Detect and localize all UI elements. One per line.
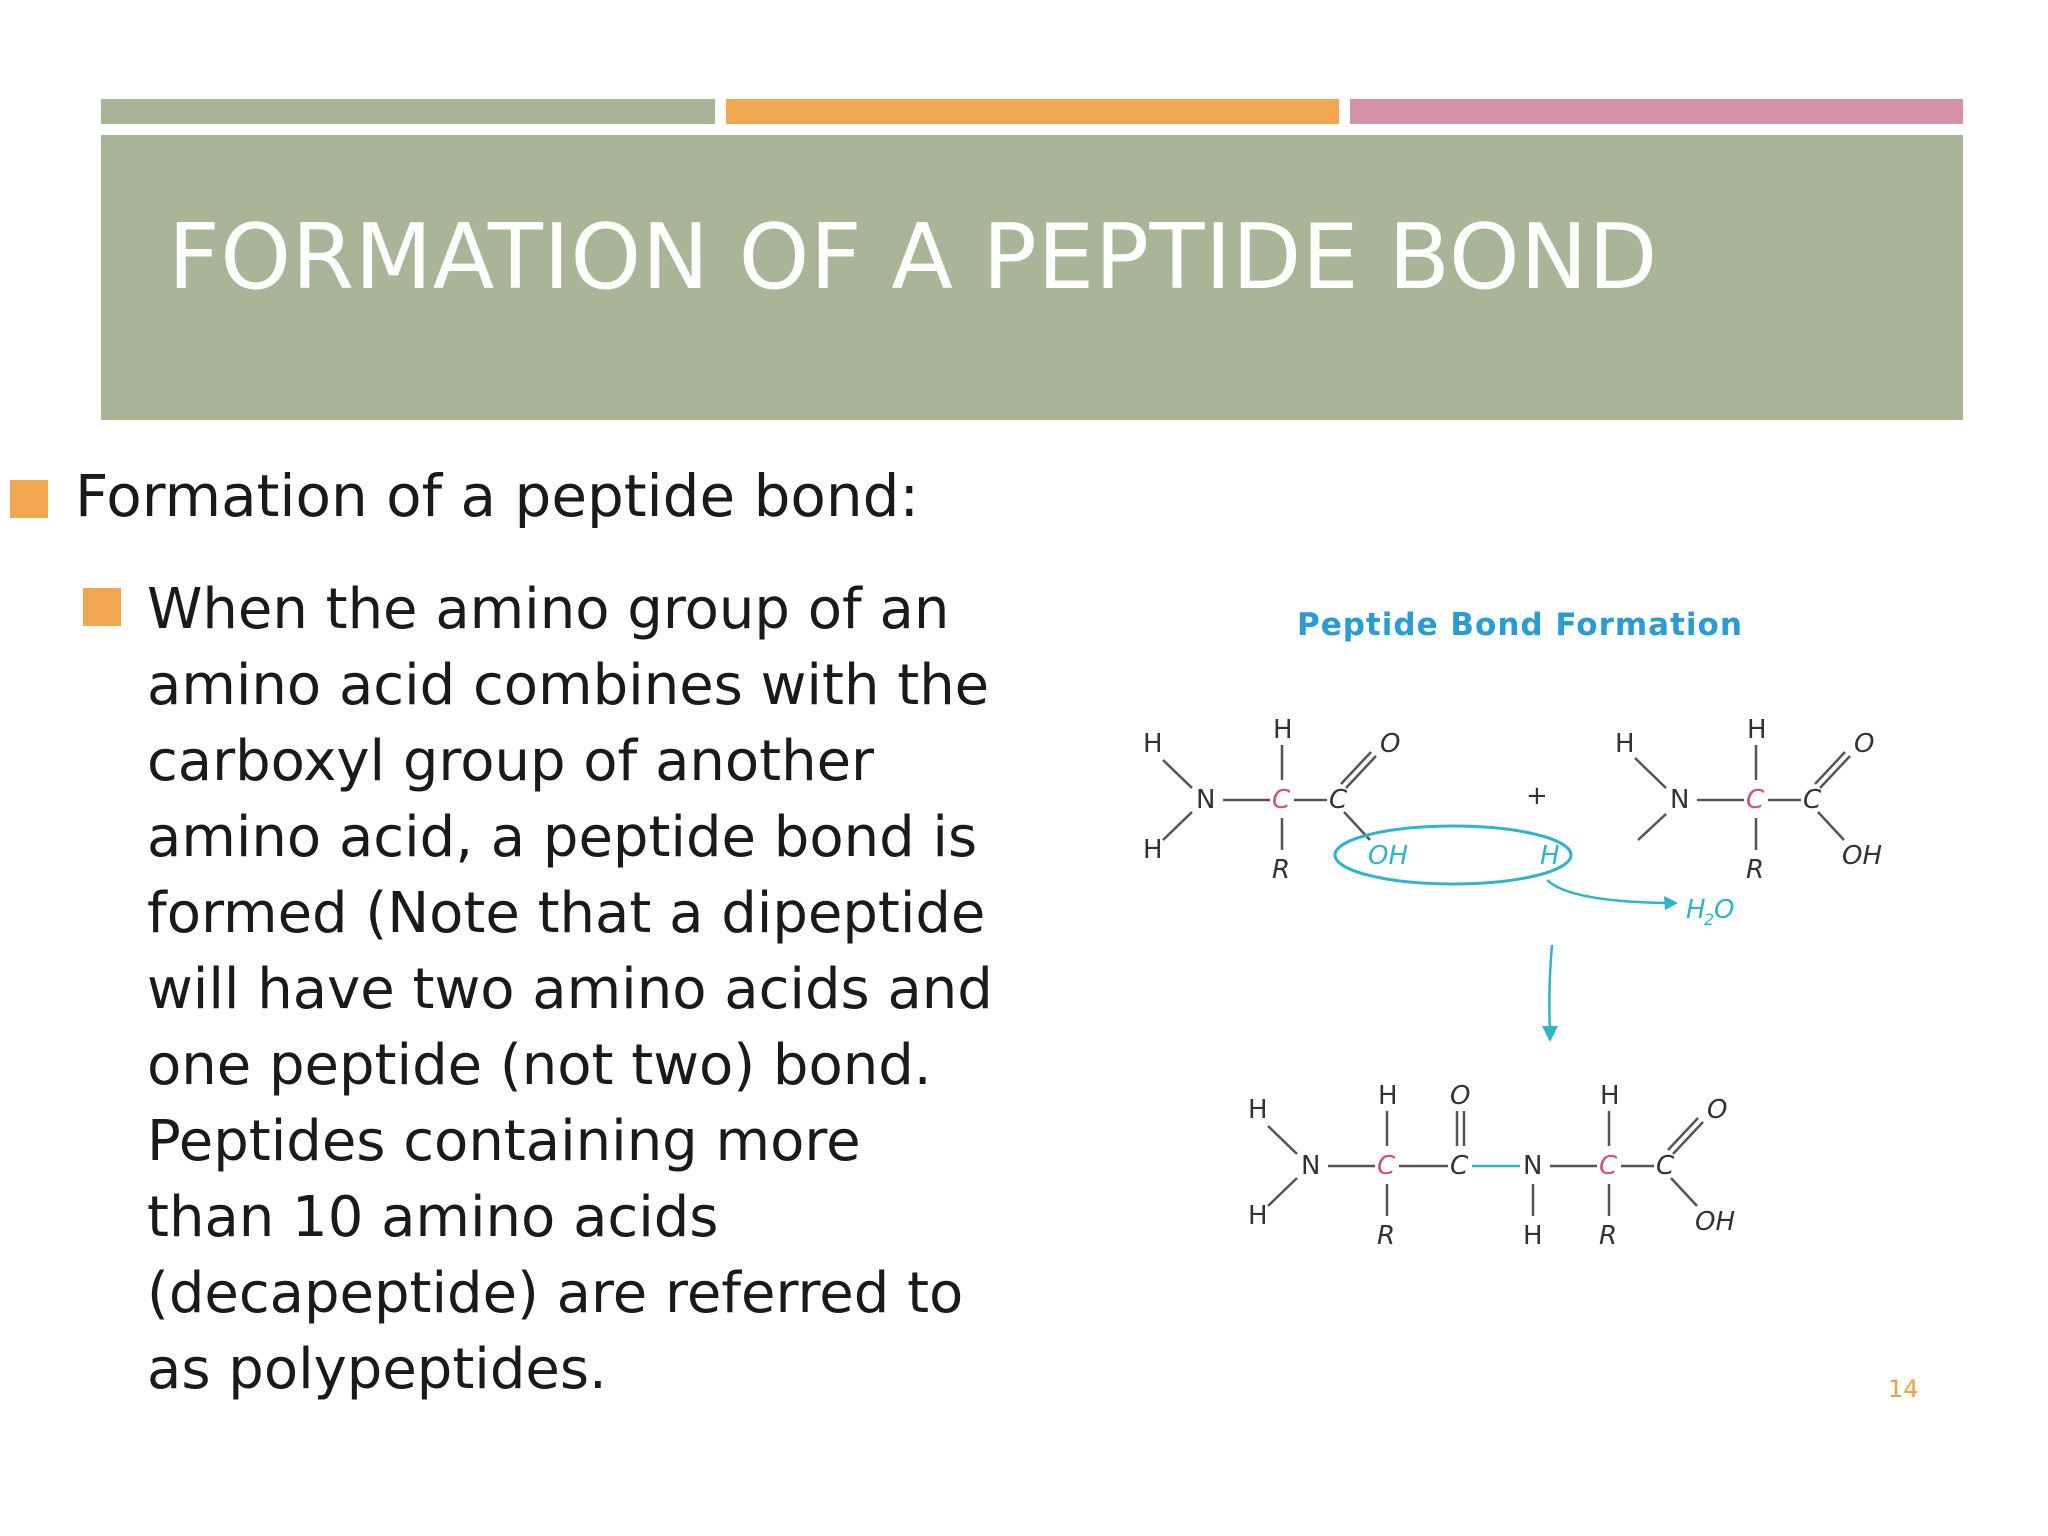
atom-oh: OH bbox=[1695, 1207, 1736, 1237]
paragraph-line: formed (Note that a dipeptide bbox=[147, 881, 986, 946]
atom-n: N bbox=[1670, 785, 1690, 815]
bullet-level2-paragraph bbox=[147, 572, 1007, 1408]
atom-n: N bbox=[1301, 1151, 1321, 1181]
water-h: H bbox=[1686, 895, 1706, 925]
atom-h: H bbox=[1248, 1095, 1268, 1125]
plus-sign: + bbox=[1526, 781, 1548, 811]
atom-n-peptide: N bbox=[1523, 1151, 1543, 1181]
atom-c-carbonyl: C bbox=[1450, 1151, 1469, 1181]
atom-o: O bbox=[1707, 1095, 1728, 1125]
paragraph-line: than 10 amino acids bbox=[147, 1185, 719, 1250]
figure-title: Peptide Bond Formation bbox=[1297, 607, 1743, 643]
atom-o: O bbox=[1450, 1081, 1471, 1111]
atom-c: C bbox=[1656, 1151, 1675, 1181]
bullet-level1-text: Formation of a peptide bond: bbox=[75, 462, 920, 530]
atom-h-highlighted: H bbox=[1540, 841, 1560, 871]
paragraph-line: Peptides containing more bbox=[147, 1109, 861, 1174]
atom-r: R bbox=[1746, 855, 1765, 885]
atom-c-alpha: C bbox=[1746, 785, 1765, 815]
paragraph-line: one peptide (not two) bond. bbox=[147, 1033, 932, 1098]
atom-n: N bbox=[1196, 785, 1216, 815]
peptide-bond-diagram bbox=[1130, 600, 1970, 1270]
accent-bar-pink bbox=[1350, 99, 1963, 124]
paragraph-line: will have two amino acids and bbox=[147, 957, 993, 1022]
paragraph-line: as polypeptides. bbox=[147, 1337, 607, 1402]
atom-oh: OH bbox=[1842, 841, 1883, 871]
paragraph-line: carboxyl group of another bbox=[147, 729, 875, 794]
atom-c: C bbox=[1329, 785, 1348, 815]
paragraph-line: amino acid combines with the bbox=[147, 653, 990, 718]
atom-r: R bbox=[1599, 1221, 1618, 1251]
page-number: 14 bbox=[1888, 1375, 1919, 1403]
atom-h: H bbox=[1143, 835, 1163, 865]
atom-o: O bbox=[1854, 729, 1875, 759]
atom-h: H bbox=[1248, 1201, 1268, 1231]
atom-h: H bbox=[1378, 1081, 1398, 1111]
atom-h: H bbox=[1615, 729, 1635, 759]
water-o: O bbox=[1714, 895, 1735, 925]
atom-h: H bbox=[1143, 729, 1163, 759]
atom-c-alpha: C bbox=[1272, 785, 1291, 815]
paragraph-line: When the amino group of an bbox=[147, 577, 950, 642]
atom-oh-highlighted: OH bbox=[1368, 841, 1409, 871]
accent-bar-green bbox=[101, 99, 715, 124]
atom-r: R bbox=[1377, 1221, 1396, 1251]
water-subscript: 2 bbox=[1704, 910, 1715, 929]
paragraph-line: (decapeptide) are referred to bbox=[147, 1261, 964, 1326]
atom-c-alpha: C bbox=[1599, 1151, 1618, 1181]
bullet-square-icon bbox=[83, 588, 121, 626]
paragraph-line: amino acid, a peptide bond is bbox=[147, 805, 978, 870]
atom-h: H bbox=[1273, 715, 1293, 745]
atom-h: H bbox=[1747, 715, 1767, 745]
atom-r: R bbox=[1272, 855, 1291, 885]
bullet-square-icon bbox=[10, 480, 48, 518]
atom-o: O bbox=[1380, 729, 1401, 759]
atom-h: H bbox=[1600, 1081, 1620, 1111]
slide-title: FORMATION OF A PEPTIDE BOND bbox=[168, 205, 1658, 310]
atom-c: C bbox=[1803, 785, 1822, 815]
accent-bar-orange bbox=[726, 99, 1339, 124]
atom-h: H bbox=[1523, 1221, 1543, 1251]
atom-c-alpha: C bbox=[1377, 1151, 1396, 1181]
